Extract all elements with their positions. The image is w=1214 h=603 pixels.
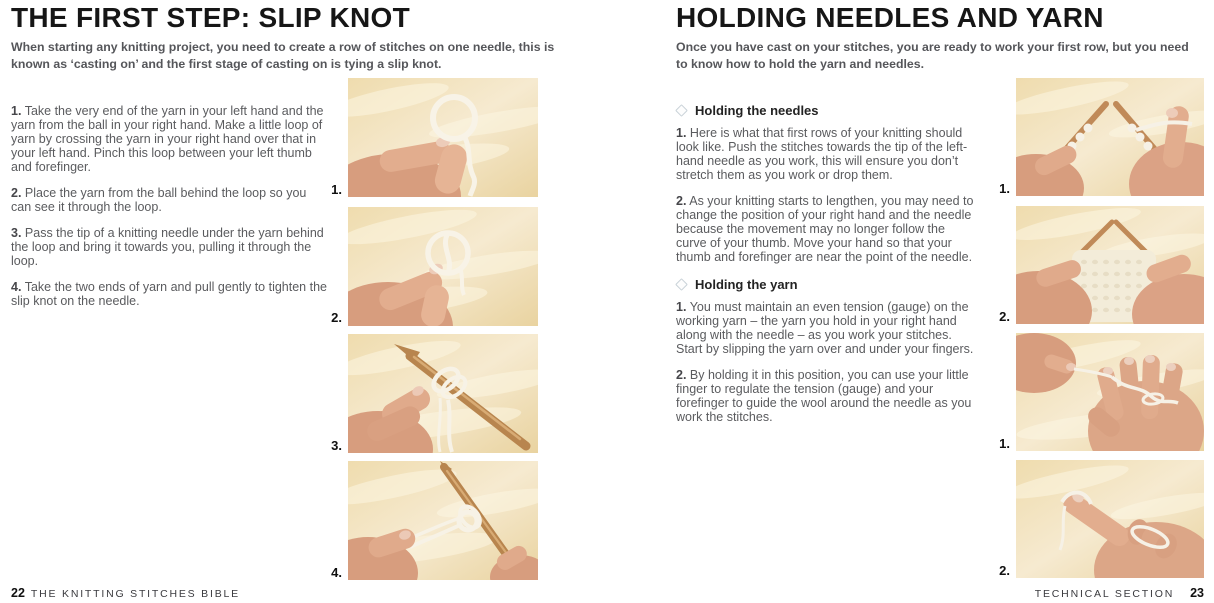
left-page-intro: When starting any knitting project, you need to create a row of stitches on one needle, this is known as ‘casting on’ and the first stage of casting on is tying a slip knot. bbox=[11, 40, 555, 71]
holding-needles-step-2-photo bbox=[1016, 206, 1204, 324]
section-heading-holding-needles bbox=[676, 104, 978, 117]
photo-label: 2. bbox=[999, 309, 1010, 324]
photo-illustration bbox=[1016, 333, 1204, 451]
step-text: Place the yarn from the ball behind the loop so you can see it through the loop. bbox=[11, 186, 307, 214]
photo-label: 1. bbox=[331, 182, 342, 197]
step-text: Pass the tip of a knitting needle under the yarn behind the loop and bring it towards you, pulling it through the loop. bbox=[11, 226, 324, 268]
step-number: 1. bbox=[676, 300, 687, 314]
needles-step-1-paragraph bbox=[676, 126, 978, 182]
left-page-title: THE FIRST STEP: SLIP KNOT bbox=[11, 2, 411, 33]
step-text: As your knitting starts to lengthen, you may need to change the position of your right hand and the needle because the movement may no longer follow the curve of your thumb. Move your hand so that your thumb and forefinger are near the point of the needle. bbox=[676, 194, 974, 264]
needles-step-2-paragraph bbox=[676, 194, 978, 264]
step-text: Take the very end of the yarn in your left hand and the yarn from the ball in your right hand. Make a little loop of yarn by crossing the yarn in your right hand over that in your left hand. Pinch this loop between your left thumb and forefinger. bbox=[11, 104, 324, 174]
step-text: You must maintain an even tension (gauge) on the working yarn – the yarn you hold in your right hand along with the needle – as you work your stitches. Start by slipping the yarn over and under your fingers. bbox=[676, 300, 974, 356]
slip-knot-step-1-photo bbox=[348, 78, 538, 197]
section-heading-text: Holding the needles bbox=[695, 103, 819, 118]
photo-illustration bbox=[1016, 460, 1204, 578]
step-3-paragraph bbox=[11, 226, 329, 268]
photo-label: 2. bbox=[999, 563, 1010, 578]
section-heading-holding-yarn bbox=[676, 278, 978, 291]
section-label: TECHNICAL SECTION bbox=[1034, 588, 1175, 600]
photo-label: 2. bbox=[331, 310, 342, 325]
slip-knot-step-4-photo bbox=[348, 461, 538, 580]
photo-label: 1. bbox=[999, 436, 1010, 451]
left-footer bbox=[11, 586, 240, 600]
yarn-step-2-paragraph bbox=[676, 368, 978, 424]
diamond-bullet-icon bbox=[675, 104, 688, 117]
photo-illustration bbox=[1016, 206, 1204, 324]
photo-label: 3. bbox=[331, 438, 342, 453]
left-page-steps bbox=[11, 104, 329, 320]
right-page-title: HOLDING NEEDLES AND YARN bbox=[676, 2, 1104, 33]
diamond-bullet-icon bbox=[675, 278, 688, 291]
photo-illustration bbox=[348, 207, 538, 326]
step-number: 4. bbox=[11, 280, 22, 294]
step-number: 2. bbox=[676, 194, 687, 208]
slip-knot-step-3-photo bbox=[348, 334, 538, 453]
photo-illustration bbox=[348, 461, 538, 580]
section-heading-text: Holding the yarn bbox=[695, 277, 798, 292]
page-number: 23 bbox=[1190, 586, 1204, 600]
slip-knot-step-2-photo bbox=[348, 207, 538, 326]
holding-yarn-step-2-photo bbox=[1016, 460, 1204, 578]
right-page-sections bbox=[676, 104, 978, 436]
book-title: THE KNITTING STITCHES BIBLE bbox=[30, 588, 240, 600]
step-2-paragraph bbox=[11, 186, 329, 214]
step-number: 1. bbox=[676, 126, 687, 140]
step-4-paragraph bbox=[11, 280, 329, 308]
step-text: Take the two ends of yarn and pull gently to tighten the slip knot on the needle. bbox=[11, 280, 327, 308]
photo-label: 4. bbox=[331, 565, 342, 580]
right-footer bbox=[700, 586, 1204, 600]
photo-label: 1. bbox=[999, 181, 1010, 196]
step-number: 2. bbox=[676, 368, 687, 382]
step-number: 2. bbox=[11, 186, 22, 200]
step-number: 3. bbox=[11, 226, 22, 240]
holding-yarn-step-1-photo bbox=[1016, 333, 1204, 451]
photo-illustration bbox=[348, 334, 538, 453]
yarn-step-1-paragraph bbox=[676, 300, 978, 356]
photo-illustration bbox=[1016, 78, 1204, 196]
right-page-intro: Once you have cast on your stitches, you are ready to work your first row, but you need to know how to hold the yarn and needles. bbox=[676, 40, 1189, 71]
step-1-paragraph bbox=[11, 104, 329, 174]
step-number: 1. bbox=[11, 104, 22, 118]
step-text: Here is what that first rows of your knitting should look like. Push the stitches towards the tip of the left-hand needle as you work, this will ensure you don’t stretch them as you work or drop them. bbox=[676, 126, 968, 182]
photo-illustration bbox=[348, 78, 538, 197]
page-number: 22 bbox=[11, 586, 25, 600]
step-text: By holding it in this position, you can use your little finger to regulate the tension (gauge) and your forefinger to guide the wool around the needle as you work the stitches. bbox=[676, 368, 972, 424]
holding-needles-step-1-photo bbox=[1016, 78, 1204, 196]
